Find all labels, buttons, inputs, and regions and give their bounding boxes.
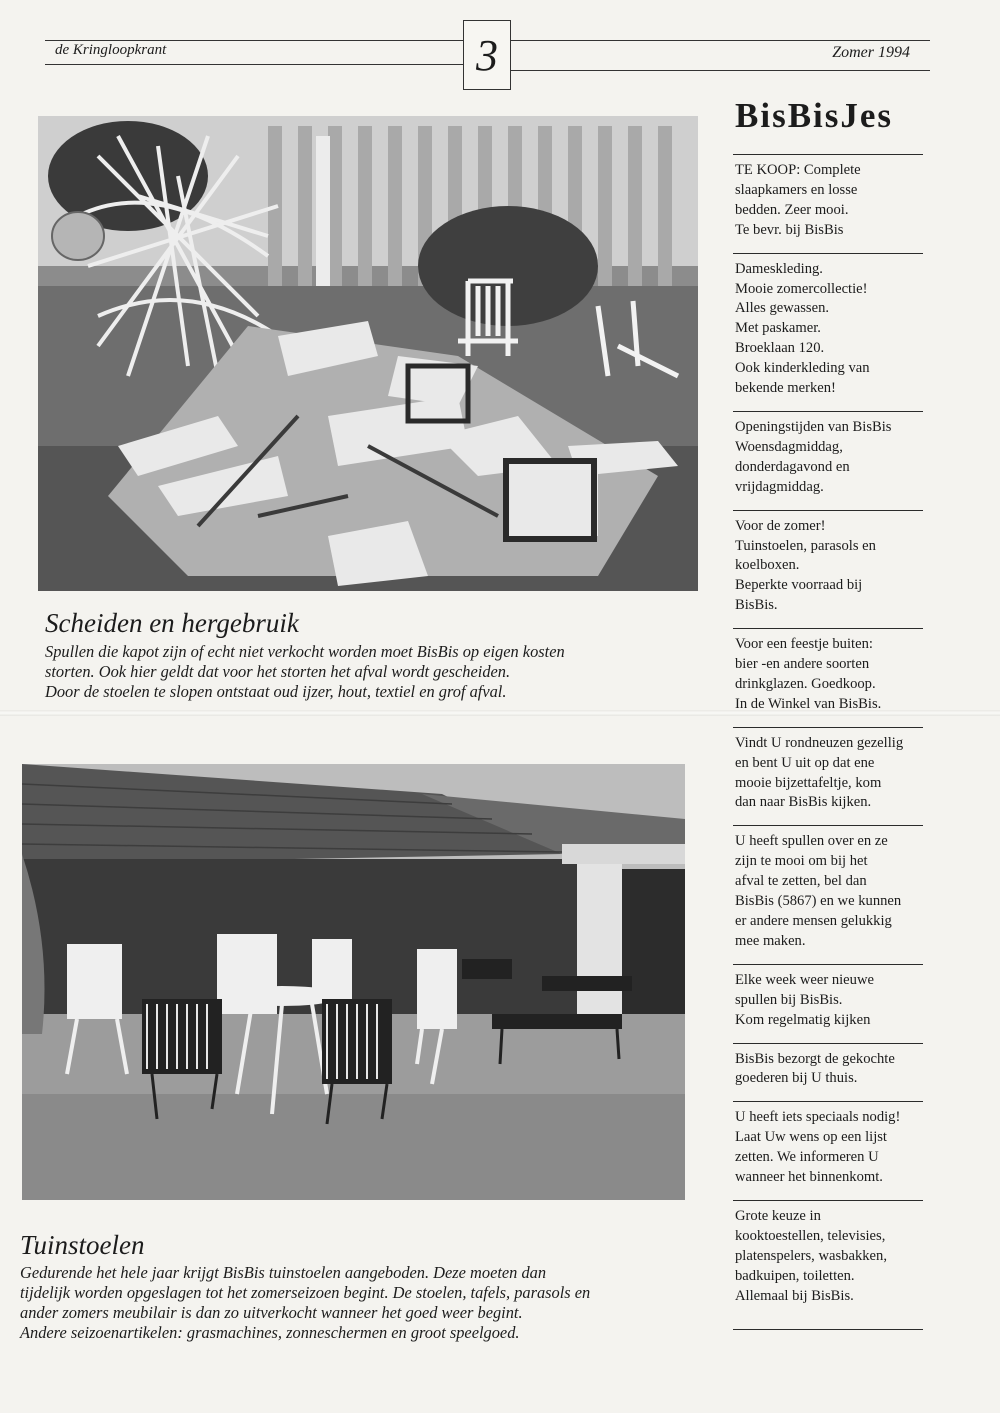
- article2-line: ander zomers meubilair is dan zo uitverkocht wanneer het goed weer begint.: [20, 1303, 523, 1322]
- ad-line: Te bevr. bij BisBis: [735, 221, 844, 238]
- article1-body: [45, 642, 565, 702]
- ad-line: Alles gewassen.: [735, 300, 830, 317]
- ad-line: dan naar BisBis kijken.: [735, 794, 872, 811]
- classified-ad: [733, 825, 923, 963]
- ad-line: er andere mensen gelukkig: [735, 913, 892, 929]
- ad-line: BisBis (5867) en we kunnen: [735, 893, 902, 910]
- header-rule-top-right: [510, 40, 930, 41]
- publication-name: de Kringloopkrant: [55, 42, 167, 58]
- ad-line: Kom regelmatig kijken: [735, 1011, 871, 1028]
- ad-line: slaapkamers en losse: [735, 181, 858, 198]
- ad-line: kooktoestellen, televisies,: [735, 1227, 886, 1244]
- article2-headline: Tuinstoelen: [20, 1230, 145, 1260]
- ad-line: bedden. Zeer mooi.: [735, 201, 849, 218]
- classified-ad: [733, 1043, 923, 1102]
- article2-line: Gedurende het hele jaar krijgt BisBis tuinstoelen aangeboden. Deze moeten dan: [20, 1263, 547, 1282]
- ad-line: Openingstijden van BisBis: [735, 418, 892, 435]
- ad-line: bier -en andere soorten: [735, 656, 870, 673]
- ad-line: en bent U uit op dat ene: [735, 754, 875, 771]
- ad-line: wanneer het binnenkomt.: [735, 1169, 883, 1186]
- page-number: 3: [463, 20, 511, 90]
- classified-ad: [733, 727, 923, 826]
- header-rule-bottom-left: [45, 64, 463, 65]
- classified-ad: [733, 1101, 923, 1200]
- article1-headline: Scheiden en hergebruik: [45, 608, 299, 638]
- ad-line: zetten. We informeren U: [735, 1149, 879, 1166]
- ad-line: Elke week weer nieuwe: [735, 971, 874, 988]
- article2-body: [20, 1263, 590, 1343]
- classifieds-sidebar: [733, 96, 923, 1330]
- ad-line: drinkglazen. Goedkoop.: [735, 675, 876, 692]
- classified-ad: [733, 628, 923, 727]
- classified-ad: [733, 964, 923, 1043]
- sidebar-title: BisBisJes: [735, 96, 894, 135]
- ad-line: Beperkte voorraad bij: [735, 577, 863, 594]
- ad-line: In de Winkel van BisBis.: [735, 695, 882, 712]
- ad-line: vrijdagmiddag.: [735, 478, 824, 495]
- ad-line: mee maken.: [735, 932, 806, 949]
- article1-line: storten. Ook hier geldt dat voor het storten het afval wordt gescheiden.: [45, 662, 511, 681]
- article1-line: Door de stoelen te slopen ontstaat oud ijzer, hout, textiel en grof afval.: [45, 682, 507, 701]
- ad-line: badkuipen, toiletten.: [735, 1267, 855, 1284]
- ad-line: BisBis bezorgt de gekochte: [735, 1050, 895, 1067]
- classified-ad: [733, 154, 923, 253]
- ad-line: afval te zetten, bel dan: [735, 873, 867, 890]
- classified-ad: [733, 510, 923, 629]
- article2-line: Andere seizoenartikelen: grasmachines, zonneschermen en groot speelgoed.: [20, 1323, 520, 1342]
- ad-line: koelboxen.: [735, 557, 800, 574]
- header-rule-top-left: [45, 40, 463, 41]
- article2-line: tijdelijk worden opgeslagen tot het zomerseizoen begint. De stoelen, tafels, parasols en: [20, 1283, 591, 1302]
- classified-ad: [733, 411, 923, 510]
- ad-line: goederen bij U thuis.: [735, 1070, 858, 1087]
- ad-line: bekende merken!: [735, 380, 836, 397]
- issue-date: Zomer 1994: [832, 44, 910, 61]
- ad-line: U heeft iets speciaals nodig!: [735, 1109, 901, 1126]
- ad-line: Grote keuze in: [735, 1207, 821, 1224]
- ad-line: Broeklaan 120.: [735, 340, 825, 357]
- ad-line: BisBis.: [735, 597, 778, 614]
- ad-line: Met paskamer.: [735, 320, 821, 337]
- ad-line: zijn te mooi om bij het: [735, 853, 868, 870]
- ad-line: Vindt U rondneuzen gezellig: [735, 734, 904, 751]
- ad-line: U heeft spullen over en ze: [735, 833, 888, 850]
- ad-line: platenspelers, wasbakken,: [735, 1247, 887, 1264]
- classified-ad: [733, 1200, 923, 1330]
- ad-line: Tuinstoelen, parasols en: [735, 537, 876, 554]
- photo-garden-chairs: [22, 764, 685, 1200]
- ad-line: Mooie zomercollectie!: [735, 280, 868, 297]
- ad-line: donderdagavond en: [735, 458, 850, 475]
- ad-line: Dameskleding.: [735, 260, 823, 277]
- article1-line: Spullen die kapot zijn of echt niet verkocht worden moet BisBis op eigen kosten: [45, 642, 565, 661]
- ad-line: Allemaal bij BisBis.: [735, 1287, 854, 1304]
- ad-line: Laat Uw wens op een lijst: [735, 1129, 887, 1146]
- ad-line: Voor een feestje buiten:: [735, 636, 873, 653]
- photo-scrap-pile: [38, 116, 698, 591]
- ad-line: Woensdagmiddag,: [735, 438, 843, 455]
- ad-line: mooie bijzettafeltje, kom: [735, 774, 882, 791]
- classified-ad: [733, 253, 923, 411]
- ad-line: Voor de zomer!: [735, 517, 826, 534]
- header-rule-bottom-right: [510, 70, 930, 71]
- ad-line: Ook kinderkleding van: [735, 360, 870, 377]
- ad-line: spullen bij BisBis.: [735, 991, 843, 1008]
- ad-line: TE KOOP: Complete: [735, 162, 861, 178]
